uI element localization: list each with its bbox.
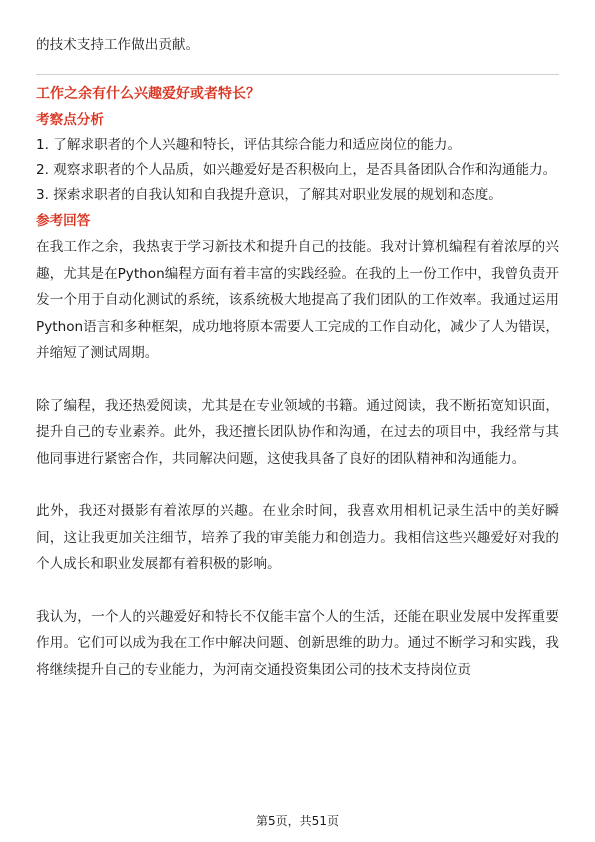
- answer-paragraph: 此外，我还对摄影有着浓厚的兴趣。在业余时间，我喜欢用相机记录生活中的美好瞬间，这让我更加关注细节，培养了我的审美能力和创造力。我相信这些兴趣爱好对我的个人成长和职业发展都有着积极的影响。: [36, 503, 559, 572]
- document-page: [36, 32, 559, 683]
- analysis-label: 考察点分析: [36, 112, 104, 128]
- question-heading: 工作之余有什么兴趣爱好或者特长？: [36, 86, 260, 102]
- answer-paragraph: 在我工作之余，我热衷于学习新技术和提升自己的技能。我对计算机编程有着浓厚的兴趣，尤其是在Python编程方面有着丰富的实践经验。在我的上一份工作中，我曾负责开发一个用于自动化测试的系统，该系统极大地提高了我们团队的工作效率。我通过运用Python语言和多种框架，成功地将原本需要人工完成的工作自动化，减少了人为错误，并缩短了测试周期。: [36, 239, 559, 361]
- analysis-item: 3. 探索求职者的自我认知和自我提升意识，了解其对职业发展的规划和态度。: [36, 187, 502, 203]
- analysis-list: [36, 133, 559, 208]
- analysis-item: 1. 了解求职者的个人兴趣和特长，评估其综合能力和适应岗位的能力。: [36, 137, 462, 153]
- continued-text: 的技术支持工作做出贡献。: [36, 37, 200, 53]
- page-number: 第5页，共51页: [256, 814, 339, 828]
- answer-body: [36, 234, 559, 683]
- analysis-item: 2. 观察求职者的个人品质，如兴趣爱好是否积极向上，是否具备团队合作和沟通能力。: [36, 162, 557, 178]
- answer-label: 参考回答: [36, 213, 91, 229]
- answer-paragraph: 我认为，一个人的兴趣爱好和特长不仅能丰富个人的生活，还能在职业发展中发挥重要作用。它们可以成为我在工作中解决问题、创新思维的助力。通过不断学习和实践，我将继续提升自己的专业能力，为河南交通投资集团公司的技术支持岗位贡: [36, 608, 559, 678]
- section-divider: [36, 74, 559, 75]
- answer-paragraph: 除了编程，我还热爱阅读，尤其是在专业领域的书籍。通过阅读，我不断拓宽知识面，提升自己的专业素养。此外，我还擅长团队协作和沟通，在过去的项目中，我经常与其他同事进行紧密合作，共同解决问题，这使我具备了良好的团队精神和沟通能力。: [36, 397, 559, 467]
